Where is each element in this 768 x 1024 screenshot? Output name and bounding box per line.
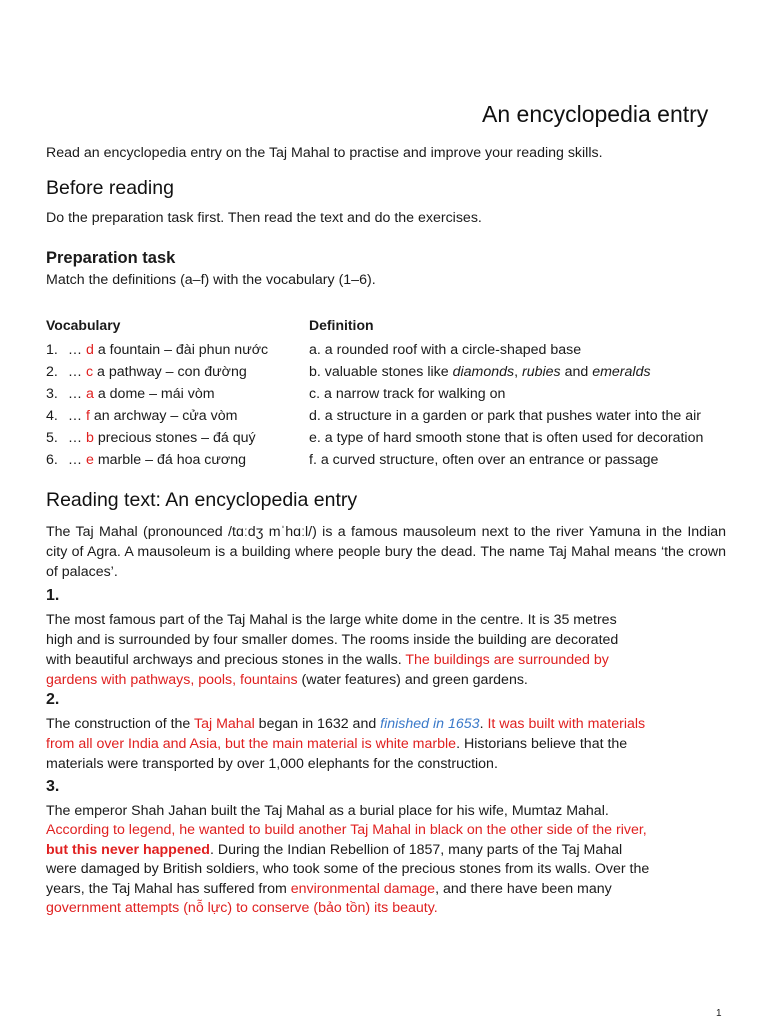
reading-intro-paragraph: The Taj Mahal (pronounced /tɑːdʒ mˈhɑːl/) is a famous mausoleum next to the river Yamuna in the Indian city of Agra. A mausoleum is a building where people bury the dead. The name Taj Mahal means ‘the crown of palaces’.	[46, 524, 726, 580]
definition-separator: ,	[514, 364, 522, 380]
vocab-text: a fountain – đài phun nước	[97, 342, 269, 358]
definition-row	[309, 452, 658, 468]
text-run: with beautiful archways and precious stones in the walls.	[46, 652, 406, 668]
reading-text-heading: Reading text: An encyclopedia entry	[46, 489, 358, 511]
text-run: began in 1632 and	[254, 716, 381, 732]
definition-text: valuable stones like	[324, 364, 453, 380]
definition-text: a structure in a garden or park that pushes water into the air	[324, 408, 701, 424]
vocab-number: 5.	[46, 430, 58, 446]
definition-letter: b.	[309, 364, 321, 380]
vocab-number: 6.	[46, 452, 58, 468]
vocabulary-column-header: Vocabulary	[46, 317, 121, 333]
section-1-paragraph	[46, 610, 726, 690]
vocab-dots: …	[67, 342, 83, 358]
vocab-answer: f	[85, 408, 90, 424]
definition-term: diamonds	[452, 364, 515, 380]
vocab-text: marble – đá hoa cương	[97, 452, 246, 468]
preparation-instruction: Match the definitions (a–f) with the vocabulary (1–6).	[46, 272, 376, 288]
definition-text: a rounded roof with a circle-shaped base	[324, 342, 582, 358]
text-run: . During the Indian Rebellion of 1857, many parts of the Taj Mahal	[209, 841, 623, 858]
preparation-task-heading: Preparation task	[46, 249, 176, 267]
paragraph-line	[46, 714, 726, 734]
paragraph-line: high and is surrounded by four smaller domes. The rooms inside the building are decorated	[46, 632, 619, 648]
paragraph-line	[46, 841, 726, 860]
vocab-row	[46, 342, 268, 358]
paragraph-line: The emperor Shah Jahan built the Taj Mahal as a burial place for his wife, Mumtaz Mahal.	[46, 803, 609, 819]
vocab-row	[46, 408, 237, 424]
definition-text: a type of hard smooth stone that is often used for decoration	[324, 430, 704, 446]
highlighted-text: It was built with materials	[487, 716, 646, 732]
vocab-answer: c	[85, 364, 94, 380]
definition-letter: d.	[309, 408, 321, 424]
vocab-text: a dome – mái vòm	[97, 386, 215, 402]
definition-text: a narrow track for walking on	[324, 386, 506, 402]
definition-letter: e.	[309, 430, 321, 446]
text-run: , and there have been many	[435, 880, 612, 897]
vocab-answer: d	[85, 342, 94, 358]
vocab-answer: a	[85, 386, 94, 402]
definition-row	[309, 386, 505, 402]
section-3-paragraph	[46, 802, 726, 918]
highlighted-text: Taj Mahal	[194, 716, 255, 732]
before-reading-instruction: Do the preparation task first. Then read the text and do the exercises.	[46, 210, 482, 226]
paragraph-line: The most famous part of the Taj Mahal is the large white dome in the centre. It is 35 metres	[46, 612, 617, 628]
definition-column-header: Definition	[309, 317, 374, 333]
vocab-number: 3.	[46, 386, 58, 402]
definition-term: rubies	[521, 364, 561, 380]
before-reading-heading: Before reading	[46, 177, 174, 199]
text-run: years, the Taj Mahal has suffered from	[46, 880, 291, 897]
section-number: 2.	[46, 691, 60, 708]
vocab-text: precious stones – đá quý	[97, 430, 256, 446]
vocab-row	[46, 452, 246, 468]
paragraph-line	[46, 670, 726, 690]
section-number: 1.	[46, 587, 60, 604]
definition-row	[309, 408, 701, 424]
highlighted-text: from all over India and Asia, but the main material is white marble	[46, 736, 457, 752]
vocab-number: 1.	[46, 342, 58, 358]
paragraph-line	[46, 734, 726, 754]
paragraph-line	[46, 650, 726, 670]
text-run: (water features) and green gardens.	[297, 672, 528, 688]
paragraph-line: According to legend, he wanted to build another Taj Mahal in black on the other side of the river,	[46, 822, 647, 839]
highlighted-text: gardens with pathways, pools, fountains	[46, 672, 298, 688]
vocab-number: 4.	[46, 408, 58, 424]
paragraph-line: government attempts (nỗ lực) to conserve (bảo tồn) its beauty.	[46, 900, 438, 917]
vocab-dots: …	[67, 364, 83, 380]
vocab-answer: b	[85, 430, 94, 446]
definition-letter: f.	[309, 452, 317, 468]
definition-letter: c.	[309, 386, 321, 402]
section-2-paragraph	[46, 714, 726, 774]
vocab-dots: …	[67, 452, 83, 468]
highlighted-text: The buildings are surrounded by	[405, 652, 609, 668]
page-number: 1	[716, 1008, 722, 1019]
definition-text: a curved structure, often over an entrance or passage	[320, 452, 659, 468]
highlighted-text: but this never happened	[46, 841, 210, 858]
paragraph-line: were damaged by British soldiers, who took some of the precious stones from its walls. Over the	[46, 861, 650, 878]
paragraph-line: materials were transported by over 1,000 elephants for the construction.	[46, 756, 498, 772]
definition-letter: a.	[309, 342, 321, 358]
vocab-row	[46, 386, 215, 402]
vocab-text: an archway – cửa vòm	[93, 408, 238, 424]
vocab-answer: e	[85, 452, 94, 468]
text-run: .	[479, 716, 488, 732]
definition-row	[309, 364, 651, 380]
section-number: 3.	[46, 778, 60, 795]
highlighted-text: environmental damage	[290, 880, 436, 897]
vocab-text: a pathway – con đường	[97, 364, 247, 380]
vocab-dots: …	[67, 430, 83, 446]
definition-row	[309, 430, 703, 446]
intro-text: Read an encyclopedia entry on the Taj Mahal to practise and improve your reading skills.	[46, 145, 603, 161]
text-run: . Historians believe that the	[456, 736, 628, 752]
definition-separator: and	[560, 364, 593, 380]
document-title: An encyclopedia entry	[482, 101, 709, 127]
vocab-dots: …	[67, 408, 83, 424]
vocab-row	[46, 364, 247, 380]
definition-row	[309, 342, 581, 358]
paragraph-line	[46, 880, 726, 899]
vocab-dots: …	[67, 386, 83, 402]
text-run: The construction of the	[46, 716, 195, 732]
definition-term: emeralds	[592, 364, 651, 380]
vocab-row	[46, 430, 256, 446]
vocab-number: 2.	[46, 364, 58, 380]
highlighted-text: finished in 1653	[380, 716, 480, 732]
